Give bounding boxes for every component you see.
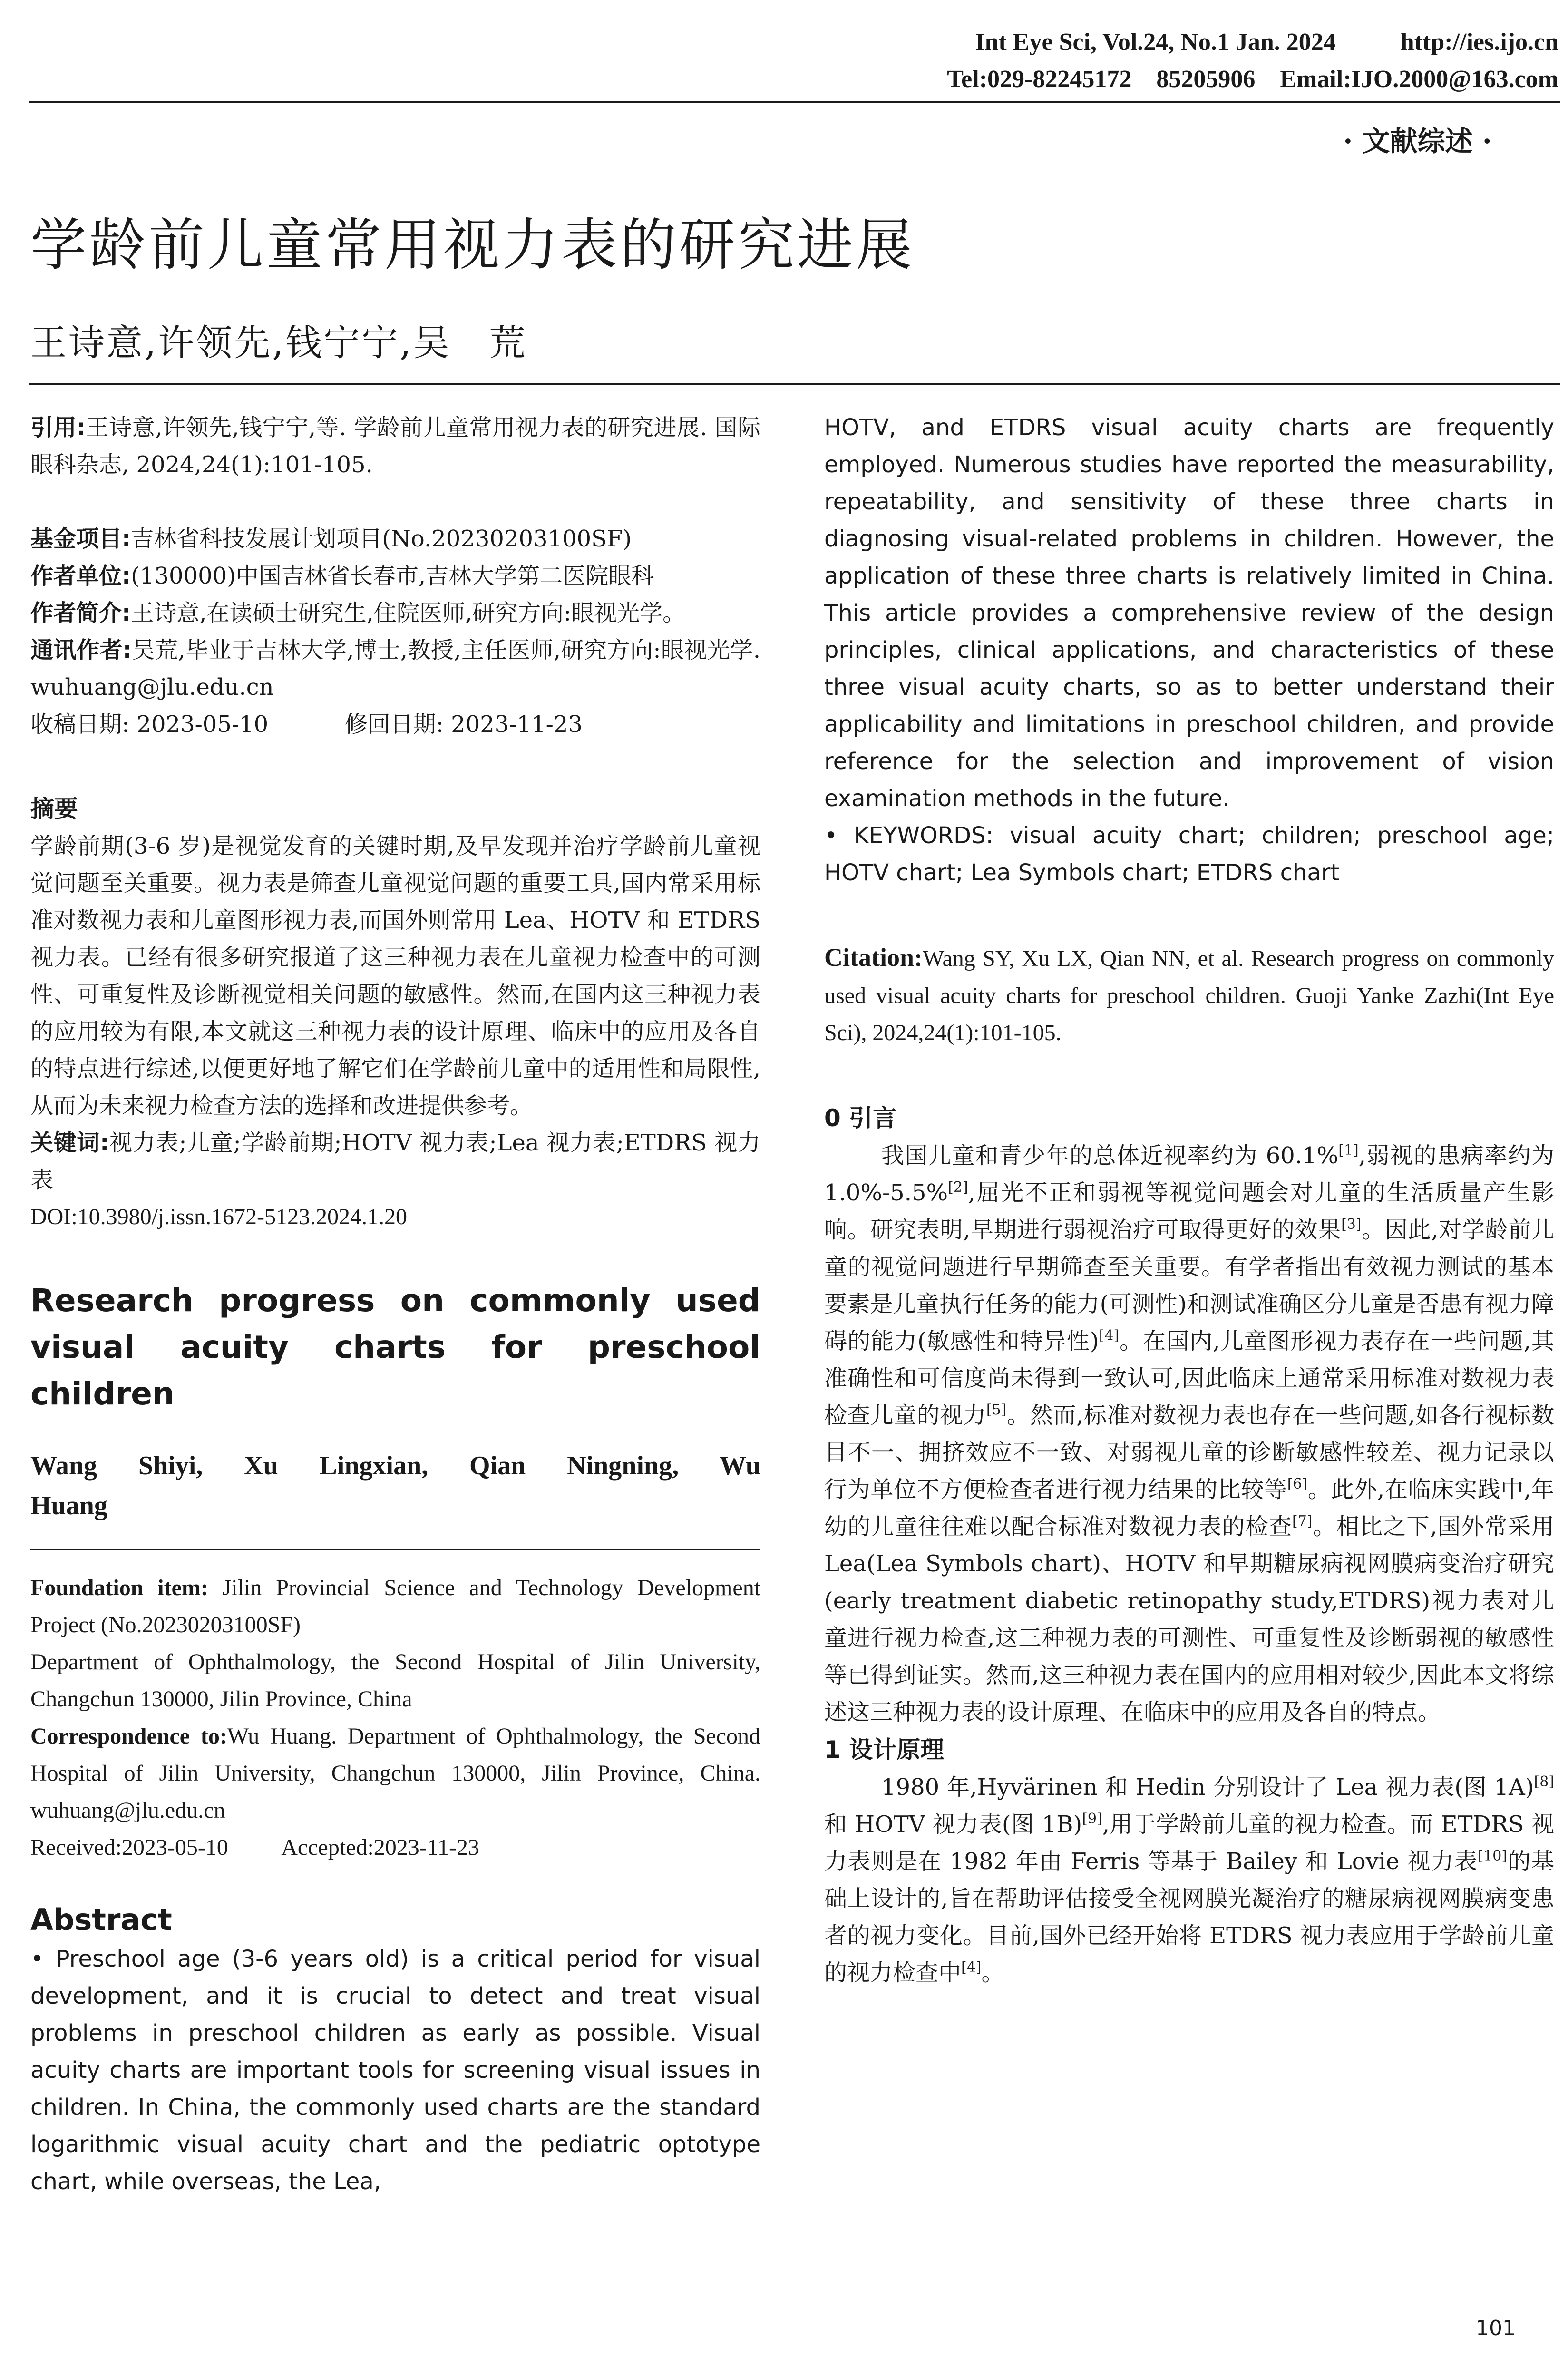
accepted-date-en: Accepted:2023-11-23 [281,1835,479,1860]
author-bio: 作者简介:王诗意,在读硕士研究生,住院医师,研究方向:眼视光学。 [30,600,686,626]
authors-en: Wang Shiyi, Xu Lingxian, Qian Ningning, Wu Huang [30,1451,760,1520]
abstract-zh: 学龄前期(3-6 岁)是视觉发育的关键时期,及早发现并治疗学龄前儿童视觉问题至关重要。视力表是筛查儿童视觉问题的重要工具,国内常采用标准对数视力表和儿童图形视力表,而国外则常用 Lea、HOTV 和 ETDRS 视力表。已经有很多研究报道了这三种视力表在儿童视力检查中的可测性、可重复性及诊断视觉相关问题的敏感性。然而,在国内这三种视力表的应用较为有限,本文就这三种视力表的设计原理、临床中的应用及各自的特点进行综述,以便更好地了解它们在学龄前儿童中的适用性和局限性,从而为未来视力检查方法的选择和改进提供参考。 [30,833,760,1119]
title-en: Research progress on commonly used visual acuity charts for preschool children [30,1282,760,1412]
foundation-item-en: Foundation item: Jilin Provincial Science and Technology Development Project (No.20230203100SF) [30,1575,761,1637]
ref-4b[interactable]: [4] [961,1959,982,1976]
abstract-en: • Preschool age (3-6 years old) is a critical period for visual development, and it is crucial to detect and treat visual problems in preschool children as early as possible. Visual acuity charts are important tools for screening visual issues in children. In China, the commonly used charts are the standard logarithmic visual acuity chart and the pediatric optotype chart, while overseas, the Lea, [30,1946,760,2195]
corresponding-author: 通讯作者:吴荒,毕业于吉林大学,博士,教授,主任医师,研究方向:眼视光学. wuhuang@jlu.edu.cn [30,637,760,701]
paper-title: 学龄前儿童常用视力表的研究进展 [30,212,915,278]
received-date: 收稿日期: 2023-05-10 [30,711,269,738]
right-column [824,409,1554,1991]
ref-8[interactable]: [8] [1534,1773,1554,1790]
author-unit: 作者单位:(130000)中国吉林省长春市,吉林大学第二医院眼科 [30,563,654,589]
ref-2[interactable]: [2] [948,1179,968,1196]
left-column [30,409,760,2200]
received-date-en: Received:2023-05-10 [30,1835,228,1860]
section-1-heading: 1 设计原理 [824,1736,945,1763]
ref-7[interactable]: [7] [1292,1513,1313,1529]
keywords-en: • KEYWORDS: visual acuity chart; children; preschool age; HOTV chart; Lea Symbols chart; ETDRS chart [824,822,1554,886]
abstract-en-cont: HOTV, and ETDRS visual acuity charts are frequently employed. Numerous studies have reported the measurability, repeatability, and sensitivity of these three charts in diagnosing visual-related problems in children. However, the application of these three charts is relatively limited in China. This article provides a comprehensive review of the design principles, clinical applications, and characteristics of these three visual acuity charts, so as to better understand their applicability and limitations in preschool children, and provide reference for the selection and improvement of vision examination methods in the future. [824,414,1554,812]
ref-10[interactable]: [10] [1478,1848,1508,1864]
title-rule [29,383,1560,385]
ref-9[interactable]: [9] [1082,1811,1102,1827]
citation-zh: 引用:王诗意,许领先,钱宁宁,等. 学龄前儿童常用视力表的研究进展. 国际眼科杂志, 2024,24(1):101-105. [30,414,760,478]
ref-3[interactable]: [3] [1341,1216,1362,1233]
correspondence-en: Correspondence to:Wu Huang. Department of Ophthalmology, the Second Hospital of Jilin University, Changchun 130000, Jilin Province, China. wuhuang@jlu.edu.cn [30,1724,761,1823]
authors-zh: 王诗意,许领先,钱宁宁,吴 荒 [30,321,527,364]
abstract-heading-zh: 摘要 [30,795,78,823]
authors-rule [30,1549,760,1550]
journal-header-line1 [947,24,1558,61]
journal-url: http://ies.ijo.cn [1400,29,1558,56]
ref-6[interactable]: [6] [1287,1476,1308,1492]
citation-en: Citation:Wang SY, Xu LX, Qian NN, et al. Research progress on commonly used visual acuity charts for preschool children. Guoji Yanke Zazhi(Int Eye Sci), 2024,24(1):101-105. [824,943,1554,1045]
section-1-paragraph: 1980 年,Hyvärinen 和 Hedin 分别设计了 Lea 视力表(图 1A)[8]和 HOTV 视力表(图 1B)[9],用于学龄前儿童的视力检查。而 ETDRS 视力表则是在 1982 年由 Ferris 等基于 Bailey 和 Lovie 视力表[10]的基础上设计的,旨在帮助评估接受全视网膜光凝治疗的糖尿病视网膜病变患者的视力变化。目前,国外已经开始将 ETDRS 视力表应用于学龄前儿童的视力检查中[4]。 [824,1773,1554,1986]
fund-item: 基金项目:吉林省科技发展计划项目(No.20230203100SF) [30,526,632,552]
section-0-paragraph: 我国儿童和青少年的总体近视率约为 60.1%[1],弱视的患病率约为 1.0%-5.5%[2],屈光不正和弱视等视觉问题会对儿童的生活质量产生影响。研究表明,早期进行弱视治疗可取得更好的效果[3]。因此,对学龄前儿童的视觉问题进行早期筛查至关重要。有学者指出有效视力测试的基本要素是儿童执行任务的能力(可测性)和测试准确区分儿童是否患有视力障碍的能力(敏感性和特异性)[4]。在国内,儿童图形视力表存在一些问题,其准确性和可信度尚未得到一致认可,因此临床上通常采用标准对数视力表检查儿童的视力[5]。然而,标准对数视力表也存在一些问题,如各行视标数目不一、拥挤效应不一致、对弱视儿童的诊断敏感性较差、视力记录以行为单位不方便检查者进行视力结果的比较等[6]。此外,在临床实践中,年幼的儿童往往难以配合标准对数视力表的检查[7]。相比之下,国外常采用 Lea(Lea Symbols chart)、HOTV 和早期糖尿病视网膜病变治疗研究(early treatment diabetic retinopathy study,ETDRS)视力表对儿童进行视力检查,这三种视力表的可测性、可重复性及诊断弱视的敏感性等已得到证实。然而,这三种视力表在国内的应用相对较少,因此本文将综述这三种视力表的设计原理、在临床中的应用及各自的特点。 [824,1142,1554,1725]
journal-citation: Int Eye Sci, Vol.24, No.1 Jan. 2024 [975,29,1336,56]
journal-contact: Tel:029-82245172 85205906 Email:IJO.2000@163.com [947,66,1558,93]
abstract-heading-en: Abstract [30,1902,172,1937]
header-rule [29,101,1560,103]
dates-en [30,1829,760,1866]
department-en: Department of Ophthalmology, the Second Hospital of Jilin University, Changchun 130000, Jilin Province, China [30,1649,760,1712]
doi: DOI:10.3980/j.issn.1672-5123.2024.1.20 [30,1204,407,1229]
revised-date: 修回日期: 2023-11-23 [344,711,583,738]
section-0-heading: 0 引言 [824,1104,897,1132]
page-number: 101 [1476,2316,1516,2340]
dates-zh [30,706,760,743]
ref-5[interactable]: [5] [986,1402,1007,1418]
ref-4[interactable]: [4] [1099,1327,1120,1344]
ref-1[interactable]: [1] [1338,1142,1359,1159]
section-tag: · 文献综述 · [1343,125,1492,157]
journal-header [947,24,1558,98]
keywords-zh: 关键词:视力表;儿童;学龄前期;HOTV 视力表;Lea 视力表;ETDRS 视力表 [30,1130,760,1193]
